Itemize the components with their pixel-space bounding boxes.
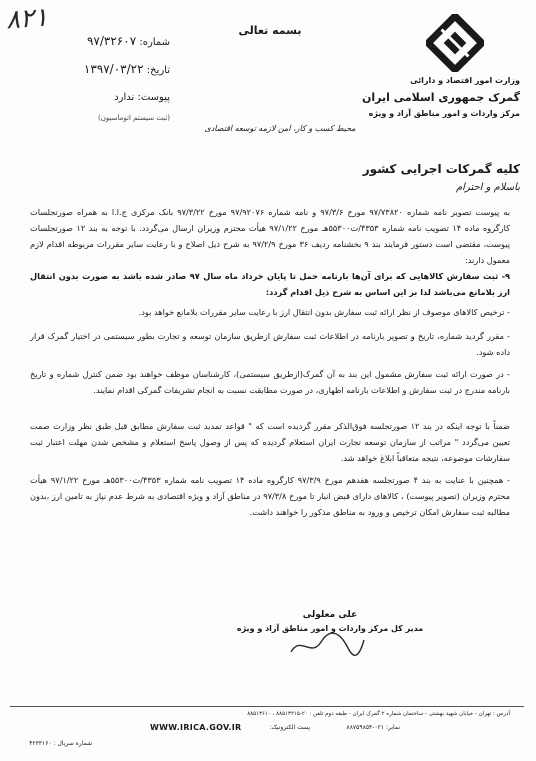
signature-title: مدیر کل مرکز واردات و امور مناطق آزاد و ویژه: [236, 624, 424, 633]
date-label: تاریخ:: [146, 65, 170, 76]
body-paragraph-bill-info: - مقرر گردید شماره، تاریخ و تصویر بارنامه در اطلاعات ثبت سفارش ازطریق سازمان توسعه و تجارت بطور سیستمی در اختیار گمرک قرار داده شود.: [30, 331, 510, 357]
number-value: ۹۷/۳۲۶۰۷: [86, 34, 137, 48]
automation-note: (ثبت سیستم اتوماسیون): [98, 114, 170, 122]
department-name: مرکز واردات و امور مناطق آزاد و ویژه: [368, 109, 520, 118]
date-field: [60, 62, 170, 76]
body-paragraph-control: - در صورت ارائه ثبت سفارش مشمول این بند به آن گمرک(ازطریق سیستمی)، کارشناسان موظف خواهند بود ضمن کنترل شماره و تاریخ بارنامه مندرج در ثبت سفارش و اطلاعات بارنامه اظهاری، در صورت مطابقت نسبت به انجام تشریفات گمرکی اقدام نمایند.: [30, 369, 510, 395]
customs-logo-icon: [426, 14, 484, 72]
signature-name: علی معلولی: [302, 610, 358, 620]
body-paragraph-extension: ضمناً با توجه اینکه در بند ۱۲ صورتجلسه فوق‌الذکر مقرر گردیده است که " قواعد تمدید ثبت سفارش مطابق قبل طبق نظر وزارت صمت تعیین می‌گردد " مراتب از سازمان توسعه تجارت ایران استعلام گردیده که پس از وصول پاسخ استعلام و مشخص شدن مهلت اعتبار ثبت سفارشات موضوعه، نتیجه متعاقباً ابلاغ خواهد شد.: [30, 421, 510, 463]
addressee: کلیه گمرکات اجرایی کشور: [362, 162, 520, 176]
footer-email-label: پست الکترونیک:: [269, 724, 310, 731]
date-value: ۱۳۹۷/۰۳/۲۲: [83, 62, 144, 76]
handwritten-signature: [286, 630, 366, 660]
handwritten-number: ۸۲۱: [5, 2, 49, 36]
greeting: باسلام و احترام: [455, 182, 520, 193]
attachment-label: پیوست:: [137, 92, 170, 103]
org-name: گمرک جمهوری اسلامی ایران: [361, 91, 520, 104]
body-paragraph-clause-9: ۹- ثبت سفارش کالاهایی که برای آن‌ها بارنامه حمل تا پایان خرداد ماه سال ۹۷ صادر شده باشد به صورت بدون انتقال ارز بلامانع می‌باشد لذا بر این اساس به شرح ذیل اقدام گردد:: [30, 271, 510, 297]
customs-logo: [426, 14, 484, 72]
ministry-name: وزارت امور اقتصاد و دارائی: [410, 76, 520, 85]
number-field: [60, 34, 170, 48]
number-label: شماره:: [139, 37, 170, 48]
body-paragraph-clearance: - ترخیص کالاهای موصوف از نظر ارائه ثبت سفارش بدون انتقال ارز با رعایت سایر مقررات بلامانع خواهد بود.: [138, 307, 510, 317]
attachment-field: [60, 92, 170, 103]
signature-scribble-icon: [286, 630, 366, 660]
basmala: بسمه تعالی: [238, 24, 302, 37]
footer-website[interactable]: WWW.IRICA.GOV.IR: [150, 723, 242, 732]
margin-slogan: محیط کسب و کار، امن لازمه توسعه اقتصادی: [204, 124, 356, 133]
body-paragraph-free-zones: - همچنین با عنایت به بند ۴ صورتجلسه هفدهم مورخ ۹۷/۳/۹ کارگروه ماده ۱۴ تصویب نامه شماره ۴۳۵۳/ت۵۵۳۰۰هـ مورخ ۹۷/۱/۲۲ هیأت محترم وزیران (تصویر پیوست) ، کالاهای دارای قبض انبار تا مورخ ۹۷/۳/۸ در مناطق آزاد و ویژه اقتصادی به شرط عدم نیاز به تامین ارز ،بدون مطالبه ثبت سفارش امکان ترخیص و ورود به مناطق مذکور را خواهند داشت.: [30, 475, 510, 517]
body-paragraph-intro: به پیوست تصویر نامه شماره ۹۷/۷۳۸۲۰ مورخ ۹۷/۳/۶ و نامه شماره ۹۷/۹۲۰۷۶ مورخ ۹۷/۳/۲۲ بانک مرکزی ج.ا.ا به همراه صورتجلسات کارگروه ماده ۱۴ تصویب نامه شماره ۴۳۵۳/ت۵۵۳۰۰هـ مورخ ۹۷/۱/۲۲ هیأت محترم وزیران ارسال می‌گردد. با توجه به بند ۱۲ صورتجلسات پیوست، مقتضی است دستور فرمایند بند ۹ بخشنامه ردیف ۳۶ مورخ ۹۷/۲/۹ به شرح ذیل اصلاح و با رعایت سایر مقررات مربوطه اقدام لازم معمول دارند:: [30, 207, 511, 265]
footer-divider: [10, 706, 524, 707]
footer-serial: شماره سریال : ۴۲۳۳۱۶۰: [29, 740, 92, 747]
footer-address: آدرس : تهران - خیابان شهید بهشتی - ساختمان شماره ۲ گمرک ایران - طبقه دوم تلفن : ۲۰-۸۸۵۱۳۲۱۵ ، ۸۸۵۱۳۶۱۰: [247, 711, 510, 717]
attachment-value: ندارد: [114, 92, 135, 103]
footer-fax: نمابر: ۰۲۱-۸۸۷۵۹۸۵۴: [346, 724, 400, 731]
